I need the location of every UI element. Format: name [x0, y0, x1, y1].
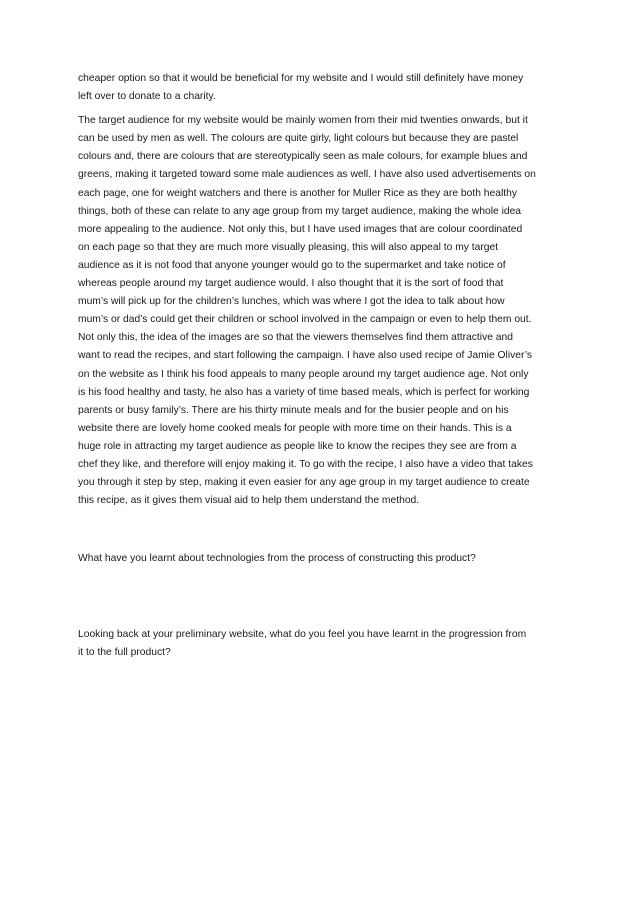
text-line: whereas people around my target audience would. I also thought that it is the sort of food that — [78, 278, 504, 290]
text-line: want to read the recipes, and start following the campaign. I have also used recipe of Jamie Oliver’s — [78, 350, 533, 362]
text-line: left over to donate to a charity. — [78, 91, 216, 103]
text-line: on the website as I think his food appeals to many people around my target audience age. Not only — [78, 368, 529, 380]
text-line: each page, one for weight watchers and there is another for Muller Rice as they are both healthy — [78, 187, 518, 199]
text-line: greens, making it targeted toward some male audiences as well. I have also used advertisements on — [78, 169, 536, 181]
text-line: things, both of these can relate to any age group from my target audience, making the whole idea — [78, 205, 522, 217]
text-line: is his food healthy and tasty, he also has a variety of time based meals, which is perfect for working — [78, 386, 530, 398]
text-line: The target audience for my website would be mainly women from their mid twenties onwards, but it — [78, 115, 528, 127]
text-line: on each page so that they are much more visually pleasing, this will also appeal to my target — [78, 241, 499, 253]
paragraph-spacer — [78, 510, 568, 550]
text-line: parents or busy family’s. There are his thirty minute meals and for the busier people and on his — [78, 404, 509, 416]
text-line: Not only this, the idea of the images are so that the viewers themselves find them attractive and — [78, 332, 513, 344]
text-line: you through it step by step, making it even easier for any age group in my target audience to create — [78, 477, 530, 489]
text-line: Looking back at your preliminary website, what do you feel you have learnt in the progression from — [78, 629, 527, 641]
document-page — [78, 70, 568, 663]
paragraph-budget — [78, 70, 568, 106]
question-preliminary-website — [78, 626, 568, 662]
text-line: website there are lovely home cooked meals for people with more time on their hands. This is a — [78, 422, 512, 434]
text-line: cheaper option so that it would be beneficial for my website and I would still definitely have money — [78, 73, 524, 84]
text-line: audience as it is not food that anyone younger would go to the supermarket and take notice of — [78, 259, 506, 271]
text-line: What have you learnt about technologies from the process of constructing this product? — [78, 553, 476, 565]
answer-space — [78, 568, 568, 626]
text-line: mum’s will pick up for the children’s lunches, which was where I got the idea to talk about how — [78, 296, 505, 308]
text-line: can be used by men as well. The colours are quite girly, light colours but because they are pastel — [78, 133, 519, 145]
text-line: colours and, there are colours that are stereotypically seen as male colours, for example blues and — [78, 151, 528, 163]
text-line: mum’s or dad’s could get their children or school involved in the campaign or even to help them out. — [78, 314, 532, 326]
paragraph-target-audience — [78, 112, 568, 510]
question-technologies — [78, 550, 568, 568]
text-line: more appealing to the audience. Not only this, but I have used images that are colour coordinated — [78, 223, 523, 235]
text-line: huge role in attracting my target audience as people like to know the recipes they see are from a — [78, 440, 517, 452]
text-line: it to the full product? — [78, 647, 171, 659]
text-line: chef they like, and therefore will enjoy making it. To go with the recipe, I also have a video that takes — [78, 458, 533, 470]
text-line: this recipe, as it gives them visual aid to help them understand the method. — [78, 495, 420, 507]
